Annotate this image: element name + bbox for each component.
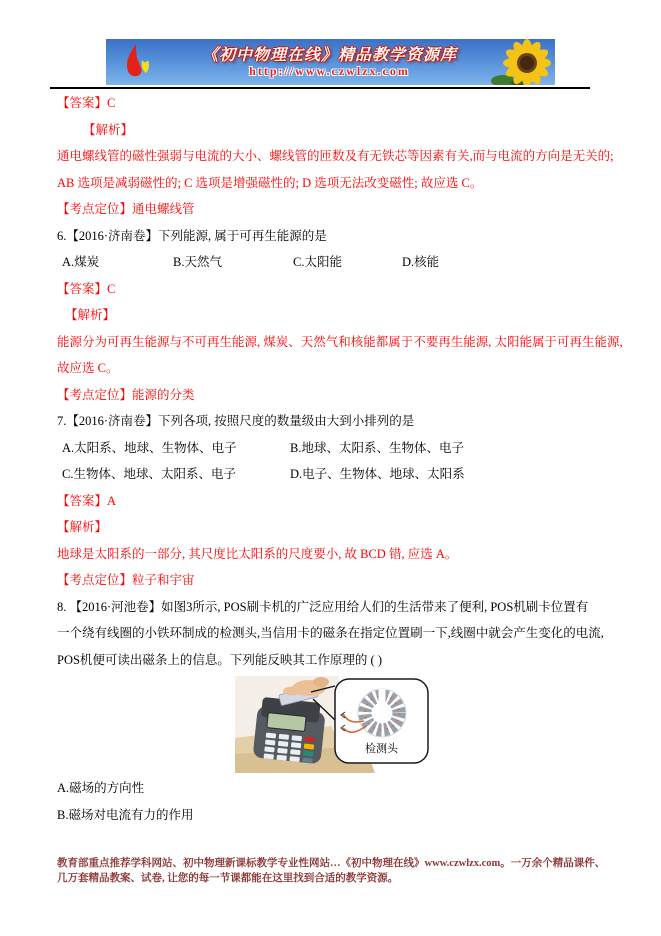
q8-question-line-2: 一个绕有线圈的小铁环制成的检测头,当信用卡的磁条在指定位置刷一下,线圈中就会产生变化的电流, [57, 626, 604, 640]
q6-keypoint: 【考点定位】能源的分类 [57, 387, 195, 402]
czwlzx-logo-icon [106, 39, 168, 85]
page-footer [57, 856, 623, 886]
sunflower-icon [491, 39, 555, 85]
banner-url-link[interactable]: http://www.czwlzx.com [249, 64, 410, 79]
q6-option-d: D.核能 [402, 255, 440, 269]
q6-analysis-line-1: 能源分为可再生能源与不可再生能源, 煤炭、天然气和核能都属于不要再生能源, 太阳能属于可再生能源, [57, 334, 623, 349]
q8-option-b: B.磁场对电流有力的作用 [57, 807, 194, 822]
pos-terminal-icon [253, 697, 327, 765]
banner-text [168, 46, 491, 77]
figure-label: 检测头 [365, 743, 398, 755]
q7-option-b: B.地球、太阳系、生物体、电子 [290, 440, 464, 455]
q6-answer: 【答案】C [57, 281, 116, 296]
q7-option-d: D.电子、生物体、地球、太阳系 [290, 467, 465, 481]
q5-analysis-line-1: 通电螺线管的磁性强弱与电流的大小、螺线管的匝数及有无铁芯等因素有关,而与电流的方向是无关的; [57, 149, 614, 163]
horizontal-divider [50, 87, 590, 89]
footer-line-2: 几万套精品教案、试卷, 让您的每一节课都能在这里找到合适的教学资源。 [57, 873, 399, 884]
document-content [57, 90, 623, 828]
q5-answer: 【答案】C [57, 96, 116, 110]
q6-option-c: C.太阳能 [293, 255, 342, 269]
q8-option-a: A.磁场的方向性 [57, 781, 145, 795]
q6-option-a: A.煤炭 [62, 255, 100, 269]
q7-question: 7.【2016·济南卷】下列各项, 按照尺度的数量级由大到小排列的是 [57, 414, 415, 428]
sunflower-graphic [491, 39, 555, 85]
q5-analysis-line-2: AB 选项是减弱磁性的; C 选项是增强磁性的; D 选项无法改变磁性; 故应选 C。 [57, 175, 483, 190]
q7-keypoint: 【考点定位】粒子和宇宙 [57, 573, 195, 587]
q7-option-c: C.生物体、地球、太阳系、电子 [62, 467, 236, 481]
q7-analysis-line-1: 地球是太阳系的一部分, 其尺度比太阳系的尺度要小, 故 BCD 错, 应选 A。 [57, 546, 458, 561]
site-banner [106, 39, 555, 85]
q5-keypoint: 【考点定位】通电螺线管 [57, 202, 195, 216]
flame-logo-icon [117, 42, 157, 82]
q7-options-row-1 [57, 435, 609, 462]
q7-option-a: A.太阳系、地球、生物体、电子 [62, 440, 237, 455]
q8-question-line-3: POS机便可读出磁条上的信息。下列能反映其工作原理的 ( ) [57, 652, 383, 667]
q6-option-b: B.天然气 [173, 255, 222, 269]
q7-answer: 【答案】A [57, 493, 117, 508]
banner-title: 《初中物理在线》精品教学资源库 [201, 47, 457, 65]
q6-options-row [57, 249, 609, 276]
footer-line-1: 教育部重点推荐学科网站、初中物理新课标教学专业性网站…《初中物理在线》www.czwlzx.com。一万余个精品课件、 [57, 858, 606, 869]
q8-question-line-1: 8. 【2016·河池卷】如图3所示, POS刷卡机的广泛应用给人们的生活带来了便利, POS机刷卡位置有 [57, 599, 589, 614]
q7-options-row-2 [57, 461, 609, 488]
q6-question: 6.【2016·济南卷】下列能源, 属于可再生能源的是 [57, 228, 327, 243]
q7-analysis-label: 【解析】 [57, 520, 108, 534]
q6-analysis-line-2: 故应选 C。 [57, 361, 119, 375]
pos-machine-figure [235, 676, 431, 773]
q5-analysis-label: 【解析】 [83, 122, 134, 137]
q6-analysis-label: 【解析】 [65, 308, 116, 322]
pos-machine-illustration [235, 676, 431, 773]
